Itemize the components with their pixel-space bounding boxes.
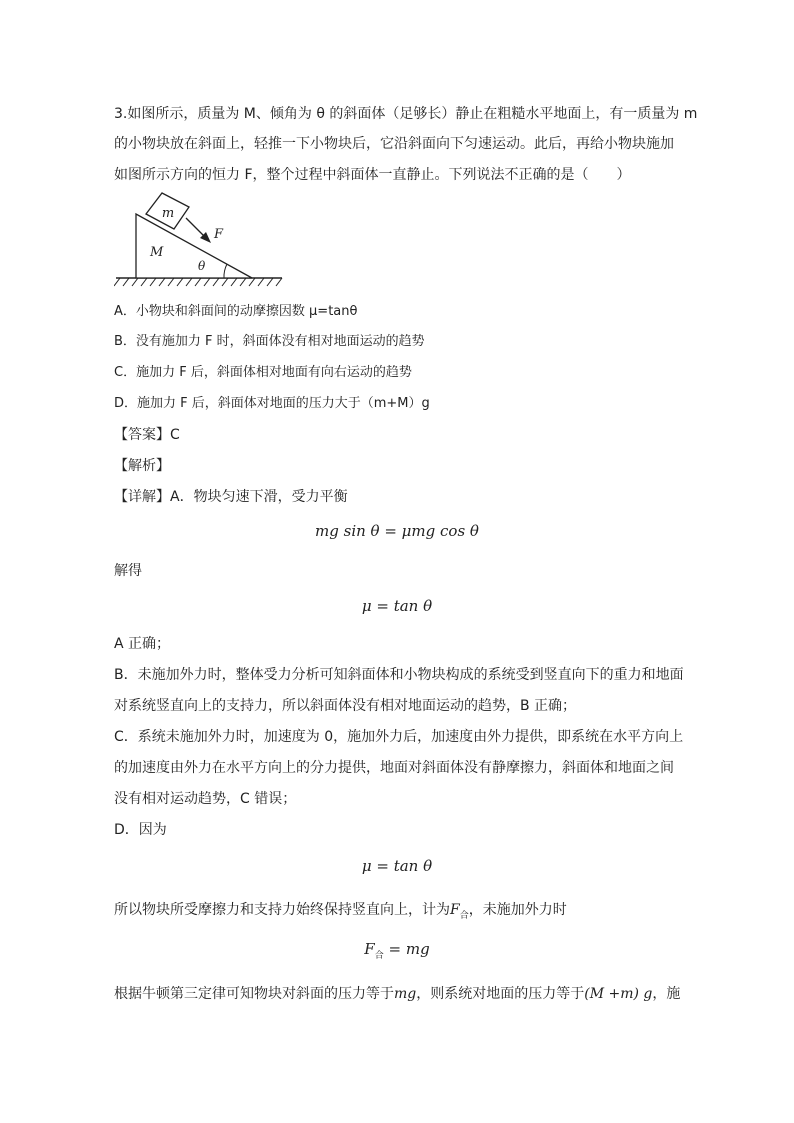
option-d: D．施加力 F 后，斜面体对地面的压力大于（m+M）g <box>114 396 430 411</box>
b-line-2: 对系统竖直向上的支持力，所以斜面体没有相对地面运动的趋势，B 正确； <box>114 698 577 714</box>
question-line-2: 的小物块放在斜面上，轻推一下小物块后，它沿斜面向下匀速运动。此后，再给小物块施加 <box>114 136 674 152</box>
detail-a: 【详解】A．物块匀速下滑，受力平衡 <box>114 489 348 505</box>
d-line-3-text-c: ，施 <box>652 986 681 1002</box>
option-b: B．没有施加力 F 时，斜面体没有相对地面运动的趋势 <box>114 334 425 349</box>
d-line-2-text-a: 所以物块所受摩擦力和支持力始终保持竖直向上，计为 <box>114 902 450 918</box>
equation-2: μ = tan θ <box>361 597 433 615</box>
incline-figure <box>114 190 284 290</box>
equation-4 <box>0 939 794 966</box>
analysis-heading: 【解析】 <box>114 458 170 474</box>
force-label: F <box>214 227 224 242</box>
option-a: A．小物块和斜面间的动摩擦因数 μ=tanθ <box>114 304 358 319</box>
eq4-f-net: $F_合$ <box>364 940 384 961</box>
answer: 【答案】C <box>114 427 180 443</box>
angle-label: θ <box>198 259 206 273</box>
wedge-label: M <box>150 245 164 260</box>
d-line-1: D．因为 <box>114 822 167 838</box>
a-correct: A 正确； <box>114 636 171 652</box>
c-line-3: 没有相对运动趋势，C 错误； <box>114 791 297 807</box>
equation-3: μ = tan θ <box>361 857 433 875</box>
option-c: C．施加力 F 后，斜面体相对地面有向右运动的趋势 <box>114 365 412 380</box>
c-line-1: C．系统未施加外力时，加速度为 0，施加外力后，加速度由外力提供，即系统在水平方向上 <box>114 729 684 745</box>
question-line-3: 如图所示方向的恒力 F，整个过程中斜面体一直静止。下列说法不正确的是（ ） <box>114 167 631 183</box>
eq4-rhs: = mg <box>388 940 430 958</box>
d-line-3-text-a: 根据牛顿第三定律可知物块对斜面的压力等于 <box>114 986 394 1002</box>
d-line-2 <box>114 900 567 926</box>
c-line-2: 的加速度由外力在水平方向上的分力提供，地面对斜面体没有静摩擦力，斜面体和地面之间 <box>114 760 674 776</box>
mg-symbol: mg <box>394 986 417 1002</box>
f-net-symbol: $F_合$ <box>450 902 469 921</box>
d-line-3 <box>114 984 680 1004</box>
question-line-1: 3.如图所示，质量为 M、倾角为 θ 的斜面体（足够长）静止在粗糙水平地面上，有一质量为 m <box>114 106 698 122</box>
d-line-2-text-b: ，未施加外力时 <box>468 902 567 918</box>
ground-hatch <box>114 278 282 286</box>
d-line-3-text-b: ，则系统对地面的压力等于 <box>416 986 585 1002</box>
block-label: m <box>161 206 175 221</box>
mmg-symbol: (M +m) g <box>584 986 653 1002</box>
b-line-1: B．未施加外力时，整体受力分析可知斜面体和小物块构成的系统受到竖直向下的重力和地面 <box>114 667 684 683</box>
solve-text: 解得 <box>114 563 142 579</box>
equation-1: mg sin θ = μmg cos θ <box>315 522 479 540</box>
